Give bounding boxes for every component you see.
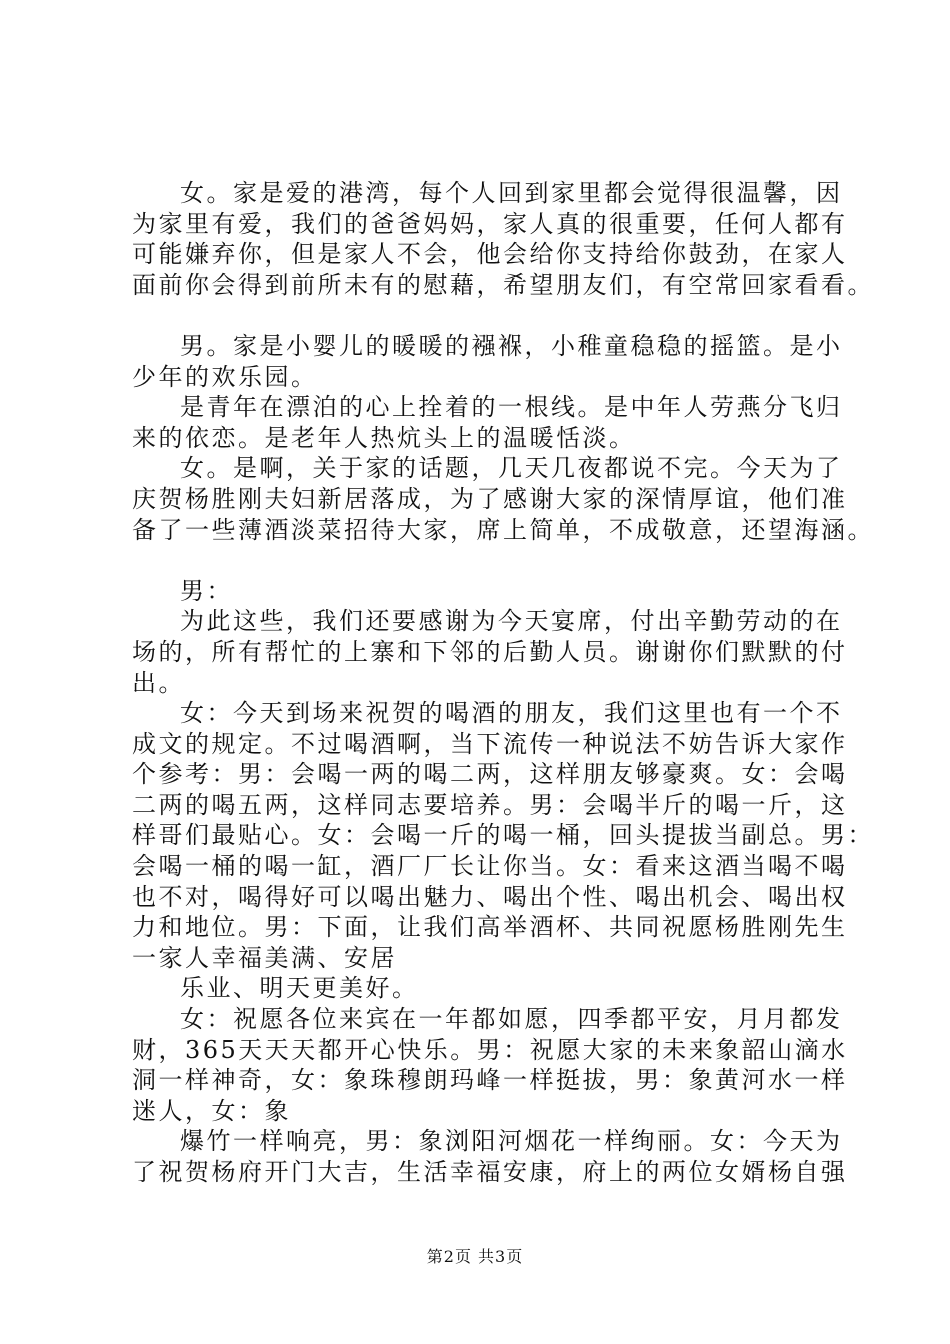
paragraph [132, 1004, 848, 1126]
text-line: 女。家是爱的港湾，每个人回到家里都会觉得很温馨，因 [180, 179, 843, 207]
text-line: 是青年在漂泊的心上拴着的一根线。是中年人劳燕分飞归 [180, 393, 843, 422]
text-line: 样哥们最贴心。女：会喝一斤的喝一桶，回头提拔当副总。男： [132, 821, 874, 850]
text-line: 来的依恋。是老年人热炕头上的温暖恬淡。 [132, 423, 636, 452]
text-line: 力和地位。男：下面，让我们高举酒杯、共同祝愿杨胜刚先生 [132, 913, 848, 942]
text-line: 女：今天到场来祝贺的喝酒的朋友，我们这里也有一个不 [180, 699, 843, 728]
text-line: 爆竹一样响亮，男：象浏阳河烟花一样绚丽。女：今天为 [180, 1127, 843, 1156]
paragraph-gap [132, 545, 832, 576]
text-line: 财，365天天天都开心快乐。男：祝愿大家的未来象韶山滴水 [132, 1035, 848, 1064]
text-line: 场的，所有帮忙的上寨和下邻的后勤人员。谢谢你们默默的付 [132, 637, 848, 666]
text-line: 二两的喝五两，这样同志要培养。男：会喝半斤的喝一斤，这 [132, 790, 848, 819]
text-line: 面前你会得到前所未有的慰藉，希望朋友们，有空常回家看看。 [132, 270, 874, 299]
text-line: 迷人，女：象 [132, 1096, 291, 1125]
text-line: 男。家是小婴儿的暖暖的襁褓，小稚童稳稳的摇篮。是小 [180, 331, 843, 360]
text-line: 出。 [132, 668, 185, 697]
text-line: 乐业、明天更美好。 [180, 974, 419, 1003]
paragraph [132, 576, 832, 607]
text-line: 备了一些薄酒淡菜招待大家，席上简单，不成敬意，还望海涵。 [132, 515, 874, 544]
text-line: 为此这些，我们还要感谢为今天宴席，付出辛勤劳动的在 [180, 607, 843, 636]
paragraph [132, 331, 843, 392]
document-body [132, 178, 874, 1188]
text-line: 可能嫌弃你，但是家人不会，他会给你支持给你鼓劲，在家人 [132, 240, 848, 269]
text-line: 少年的欢乐园。 [132, 362, 318, 391]
text-line: 也不对，喝得好可以喝出魅力、喝出个性、喝出机会、喝出权 [132, 882, 848, 911]
page-footer [0, 1244, 950, 1267]
text-line: 洞一样神奇，女：象珠穆朗玛峰一样挺拔，男：象黄河水一样 [132, 1066, 848, 1095]
text-line: 女。是啊，关于家的话题，几天几夜都说不完。今天为了 [180, 454, 843, 483]
text-line: 一家人幸福美满、安居 [132, 943, 397, 972]
text-line: 成文的规定。不过喝酒啊，当下流传一种说法不妨告诉大家作 [132, 729, 848, 758]
text-line: 了祝贺杨府开门大吉，生活幸福安康，府上的两位女婿杨自强 [132, 1158, 848, 1186]
paragraph [132, 178, 874, 300]
text-line: 为家里有爱，我们的爸爸妈妈，家人真的很重要，任何人都有 [132, 209, 848, 238]
paragraph [132, 606, 848, 698]
paragraph [132, 392, 843, 453]
paragraph [132, 1126, 848, 1187]
paragraph [132, 973, 832, 1004]
page-number-label: 第2页 共3页 [426, 1247, 524, 1266]
paragraph-gap [132, 300, 832, 331]
text-line: 女：祝愿各位来宾在一年都如愿，四季都平安，月月都发 [180, 1005, 843, 1034]
text-line: 男： [180, 576, 233, 605]
text-line: 庆贺杨胜刚夫妇新居落成，为了感谢大家的深情厚谊，他们准 [132, 484, 848, 513]
paragraph [132, 698, 874, 973]
paragraph [132, 453, 874, 545]
text-line: 会喝一桶的喝一缸，酒厂厂长让你当。女：看来这酒当喝不喝 [132, 852, 848, 881]
text-line: 个参考：男：会喝一两的喝二两，这样朋友够豪爽。女：会喝 [132, 760, 848, 789]
